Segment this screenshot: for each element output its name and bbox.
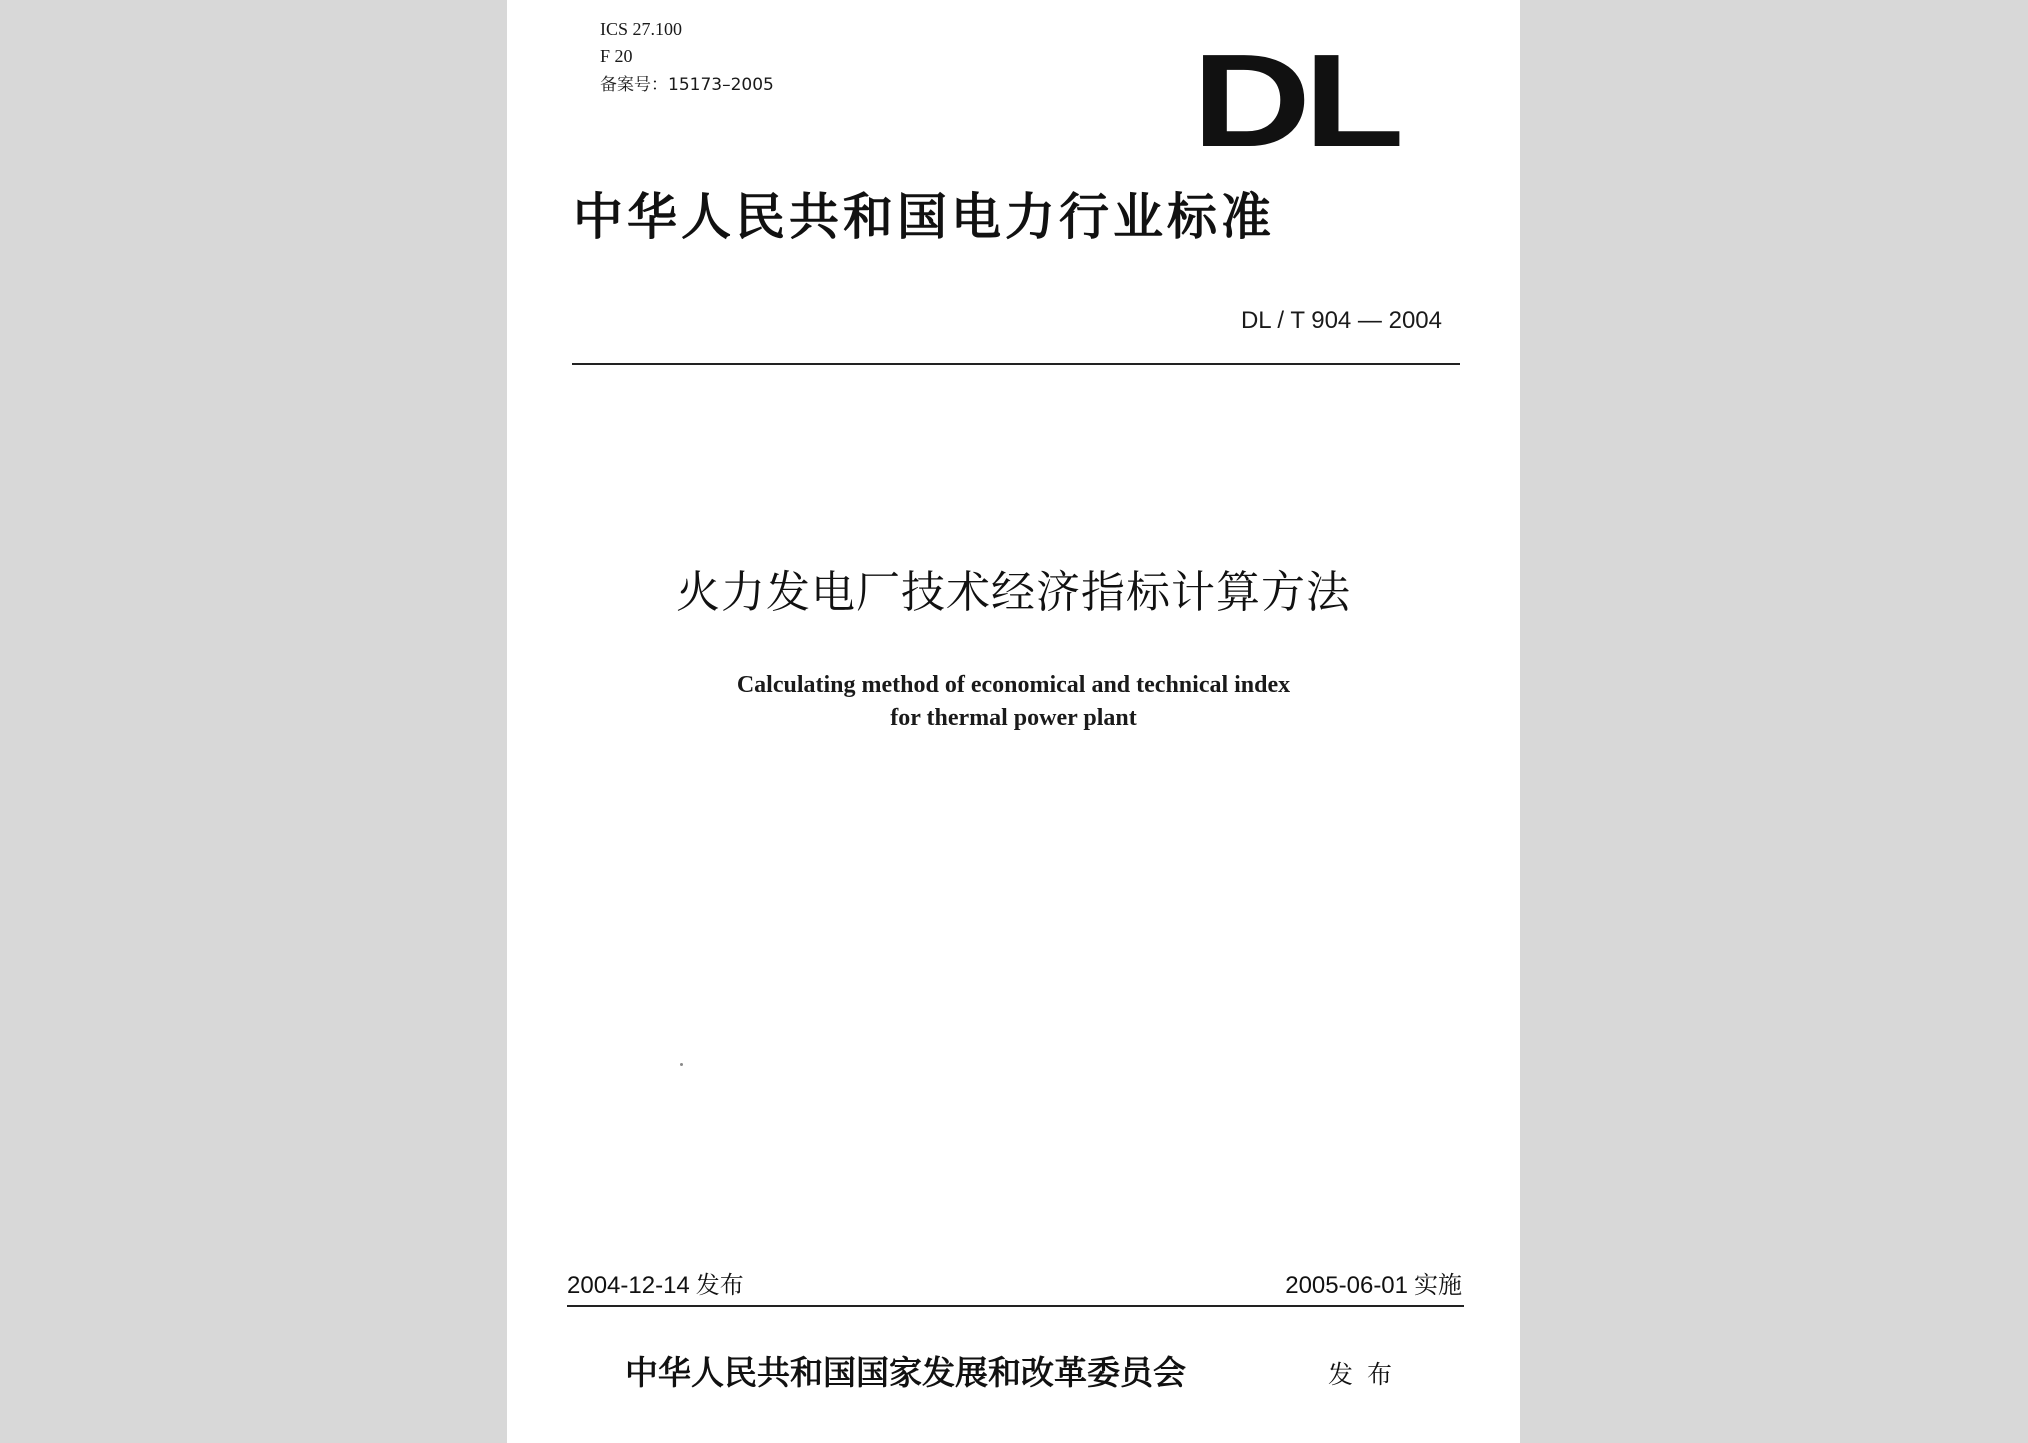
- dl-logo: DL: [1192, 27, 1397, 174]
- document-title-english-line-2: for thermal power plant: [890, 705, 1137, 731]
- ics-code: ICS 27.100: [600, 19, 683, 39]
- implement-date: 2005-06-01: [1285, 1272, 1408, 1299]
- scan-speck: [680, 1063, 683, 1066]
- document-title-english-line-1: Calculating method of economical and technical index: [736, 672, 1291, 698]
- standard-number: DL / T 904 — 2004: [1240, 307, 1442, 334]
- implement-label: 实施: [1414, 1272, 1462, 1299]
- record-number: 备案号：15173–2005: [600, 75, 774, 95]
- header-divider: [572, 363, 1460, 365]
- issue-label: 发布: [695, 1272, 744, 1299]
- document-title-chinese: 火力发电厂技术经济指标计算方法: [676, 567, 1351, 618]
- footer-divider: [567, 1305, 1464, 1307]
- issue-date: 2004-12-14: [567, 1272, 690, 1299]
- implement-date-block: [1285, 1271, 1462, 1301]
- classification-code: F 20: [600, 46, 633, 66]
- standard-title: 中华人民共和国电力行业标准: [573, 187, 1275, 246]
- publish-label: 发布: [1328, 1360, 1407, 1389]
- document-page: [507, 0, 1520, 1443]
- publisher-name: 中华人民共和国国家发展和改革委员会: [625, 1353, 1186, 1392]
- issue-date-block: [567, 1271, 744, 1301]
